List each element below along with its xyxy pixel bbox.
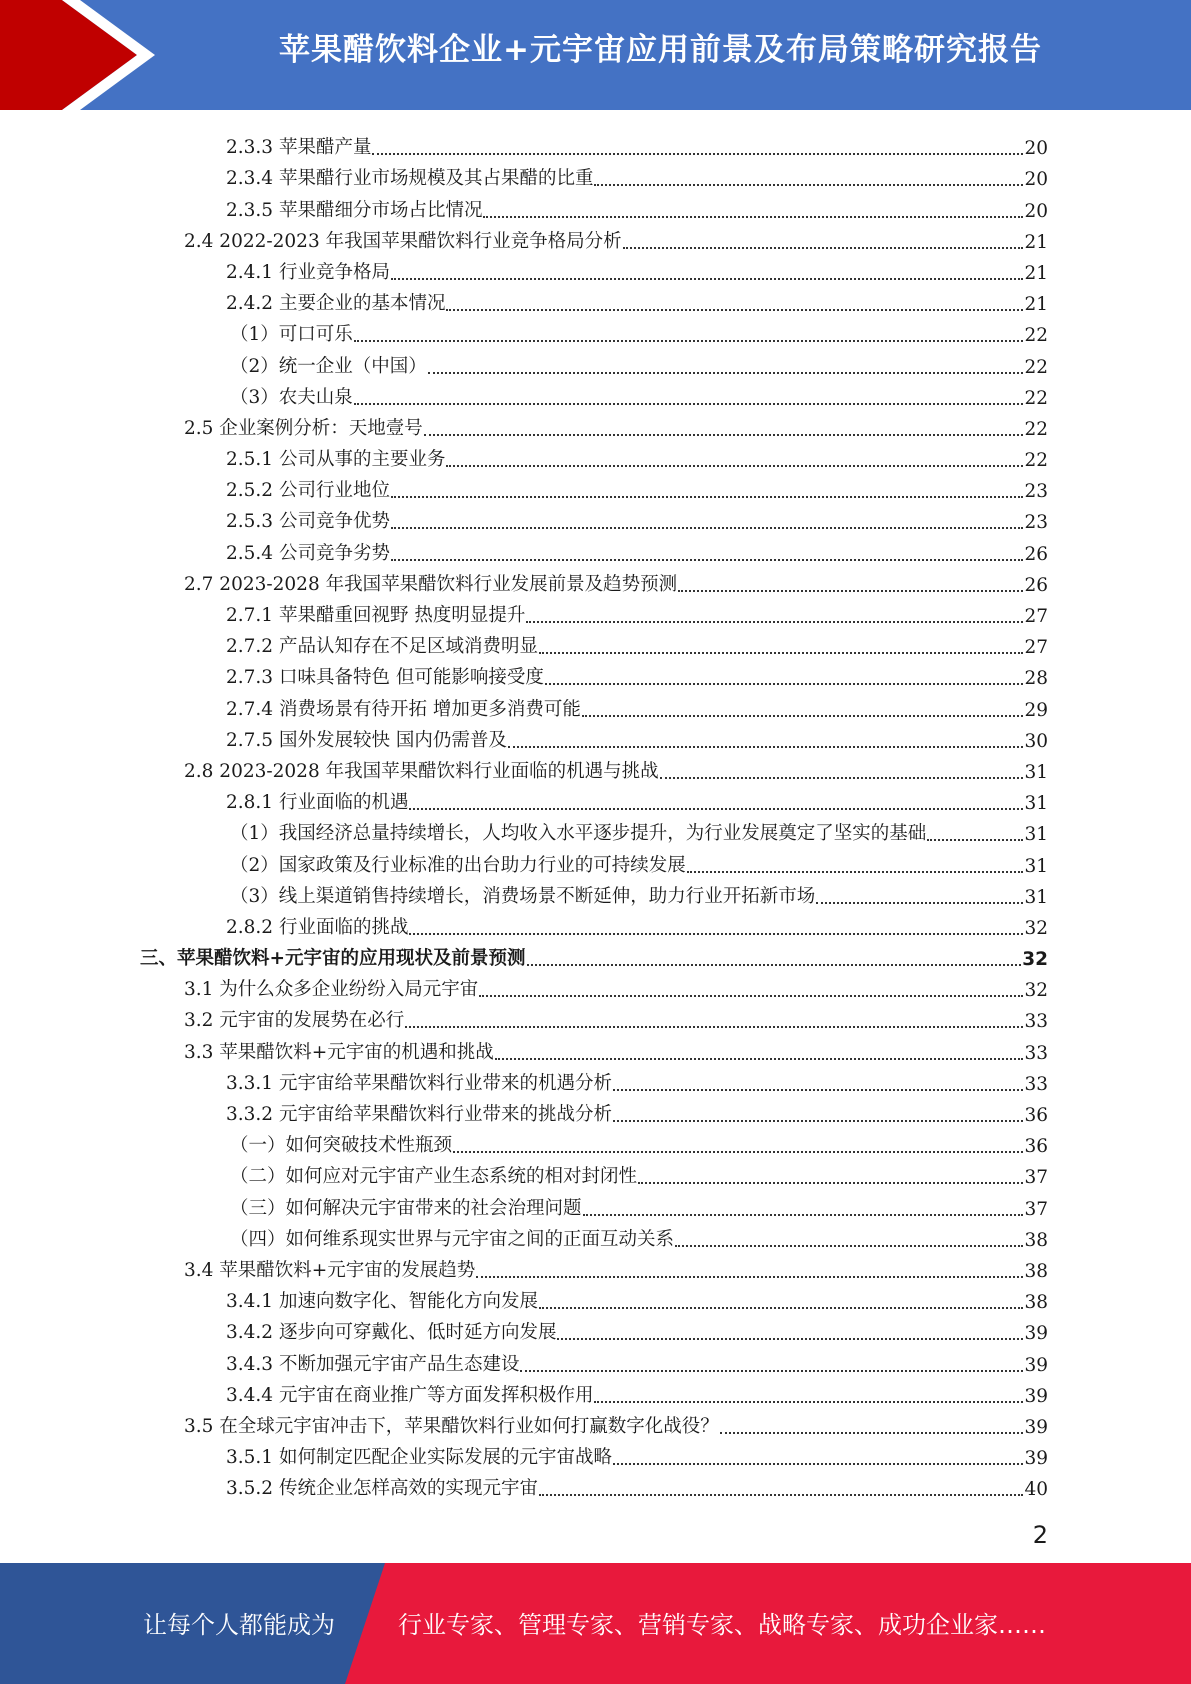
toc-entry[interactable] <box>140 1032 1048 1063</box>
toc-entry[interactable] <box>140 689 1048 720</box>
toc-leader-dots <box>583 1213 1024 1216</box>
toc-entry[interactable] <box>140 1001 1048 1032</box>
toc-entry-label: （3）农夫山泉 <box>230 386 353 408</box>
toc-leader-dots <box>539 1493 1023 1496</box>
toc-entry-label: 2.8.2 行业面临的挑战 <box>226 916 409 938</box>
toc-entry-page: 36 <box>1024 1136 1048 1158</box>
toc-entry[interactable] <box>140 1407 1048 1438</box>
toc-entry[interactable] <box>140 877 1048 908</box>
toc-leader-dots <box>520 1369 1023 1372</box>
toc-entry-page: 38 <box>1024 1229 1048 1251</box>
toc-entry[interactable] <box>140 1438 1048 1469</box>
toc-entry-page: 29 <box>1024 699 1048 721</box>
toc-leader-dots <box>391 526 1023 529</box>
toc-entry-page: 21 <box>1024 294 1048 316</box>
toc-leader-dots <box>479 994 1023 997</box>
toc-entry-label: （1）可口可乐 <box>230 324 353 346</box>
toc-entry-label: 2.3.3 苹果醋产量 <box>226 137 372 159</box>
toc-leader-dots <box>582 714 1024 717</box>
toc-entry-label: （2）国家政策及行业标准的出台助力行业的可持续发展 <box>230 854 686 876</box>
toc-entry-label: （3）线上渠道销售持续增长，消费场景不断延伸，助力行业开拓新市场 <box>230 885 816 907</box>
toc-entry[interactable] <box>140 783 1048 814</box>
toc-entry[interactable] <box>140 1313 1048 1344</box>
toc-entry[interactable] <box>140 1251 1048 1282</box>
toc-entry-page: 33 <box>1024 1011 1048 1033</box>
toc-entry-page: 39 <box>1024 1385 1048 1407</box>
toc-entry-label: （一）如何突破技术性瓶颈 <box>230 1135 453 1157</box>
toc-entry-page: 39 <box>1024 1354 1048 1376</box>
toc-entry[interactable] <box>140 502 1048 533</box>
toc-entry-page: 26 <box>1024 574 1048 596</box>
toc-entry[interactable] <box>140 284 1048 315</box>
toc-entry-page: 33 <box>1024 1073 1048 1095</box>
toc-leader-dots <box>483 215 1023 218</box>
toc-entry-label: （1）我国经济总量持续增长，人均收入水平逐步提升，为行业发展奠定了坚实的基础 <box>230 823 927 845</box>
toc-entry-page: 32 <box>1024 917 1048 939</box>
toc-entry-page: 22 <box>1024 387 1048 409</box>
toc-entry[interactable] <box>140 315 1048 346</box>
toc-entry-label: 2.4.1 行业竞争格局 <box>226 261 390 283</box>
toc-leader-dots <box>409 807 1023 810</box>
toc-entry-label: 2.7 2023-2028 年我国苹果醋饮料行业发展前景及趋势预测 <box>184 573 678 595</box>
toc-entry[interactable] <box>140 752 1048 783</box>
toc-entry-page: 39 <box>1024 1323 1048 1345</box>
toc-entry-page: 31 <box>1024 855 1048 877</box>
toc-entry-page: 22 <box>1024 418 1048 440</box>
toc-entry[interactable] <box>140 908 1048 939</box>
toc-entry[interactable] <box>140 721 1048 752</box>
toc-entry-label: 2.3.5 苹果醋细分市场占比情况 <box>226 199 483 221</box>
toc-leader-dots <box>354 339 1024 342</box>
toc-entry-label: 2.5.3 公司竞争优势 <box>226 511 390 533</box>
toc-entry[interactable] <box>140 471 1048 502</box>
toc-entry-page: 40 <box>1024 1479 1048 1501</box>
toc-leader-dots <box>613 1088 1023 1091</box>
toc-entry-page: 27 <box>1024 637 1048 659</box>
toc-entry-page: 38 <box>1024 1292 1048 1314</box>
toc-entry[interactable] <box>140 939 1048 970</box>
toc-entry-label: 3.4 苹果醋饮料+元宇宙的发展趋势 <box>184 1259 476 1281</box>
toc-entry-page: 31 <box>1024 824 1048 846</box>
table-of-contents <box>140 128 1048 1500</box>
toc-entry-label: 三、苹果醋饮料+元宇宙的应用现状及前景预测 <box>140 948 526 970</box>
toc-entry-label: 2.8.1 行业面临的机遇 <box>226 792 409 814</box>
toc-entry-label: 2.7.2 产品认知存在不足区域消费明显 <box>226 636 538 658</box>
toc-leader-dots <box>391 558 1023 561</box>
toc-entry-page: 20 <box>1024 169 1048 191</box>
toc-entry-page: 23 <box>1024 512 1048 534</box>
toc-entry-label: 2.5.1 公司从事的主要业务 <box>226 449 446 471</box>
toc-leader-dots <box>927 838 1023 841</box>
toc-leader-dots <box>687 870 1024 873</box>
toc-leader-dots <box>675 1244 1023 1247</box>
toc-entry[interactable] <box>140 596 1048 627</box>
toc-leader-dots <box>557 1337 1023 1340</box>
toc-entry-page: 30 <box>1024 730 1048 752</box>
toc-entry-label: （四）如何维系现实世界与元宇宙之间的正面互动关系 <box>230 1228 675 1250</box>
toc-entry[interactable] <box>140 1157 1048 1188</box>
toc-entry-page: 23 <box>1024 481 1048 503</box>
toc-entry-label: 3.3.2 元宇宙给苹果醋饮料行业带来的挑战分析 <box>226 1104 612 1125</box>
toc-entry-label: 2.8 2023-2028 年我国苹果醋饮料行业面临的机遇与挑战 <box>184 760 659 782</box>
footer-slogan-right: 行业专家、管理专家、营销专家、战略专家、成功企业家…… <box>398 1611 1046 1639</box>
toc-entry-label: 2.7.3 口味具备特色 但可能影响接受度 <box>226 667 544 689</box>
toc-entry-label: 3.5.2 传统企业怎样高效的实现元宇宙 <box>226 1478 538 1500</box>
toc-leader-dots <box>526 620 1023 623</box>
toc-entry-page: 39 <box>1024 1416 1048 1438</box>
toc-leader-dots <box>594 1400 1023 1403</box>
toc-entry-page: 31 <box>1024 793 1048 815</box>
toc-entry-label: （二）如何应对元宇宙产业生态系统的相对封闭性 <box>230 1166 638 1188</box>
toc-entry-label: 2.5 企业案例分析：天地壹号 <box>184 417 423 439</box>
toc-leader-dots <box>623 246 1024 249</box>
toc-leader-dots <box>613 1119 1023 1122</box>
toc-entry-label: 3.4.1 加速向数字化、智能化方向发展 <box>226 1291 538 1313</box>
toc-entry-page: 22 <box>1024 325 1048 347</box>
toc-leader-dots <box>545 682 1024 685</box>
toc-entry-label: 2.7.4 消费场景有待开拓 增加更多消费可能 <box>226 698 581 720</box>
toc-leader-dots <box>428 371 1024 374</box>
toc-entry[interactable] <box>140 440 1048 471</box>
toc-entry-label: 3.1 为什么众多企业纷纷入局元宇宙 <box>184 979 479 1001</box>
toc-leader-dots <box>372 152 1023 155</box>
toc-leader-dots <box>720 1431 1024 1434</box>
page-header <box>0 0 1191 110</box>
toc-entry[interactable] <box>140 658 1048 689</box>
toc-entry-label: 2.4.2 主要企业的基本情况 <box>226 293 446 315</box>
toc-leader-dots <box>594 183 1023 186</box>
toc-entry-label: 2.7.5 国外发展较快 国内仍需普及 <box>226 729 507 751</box>
toc-entry-label: 2.7.1 苹果醋重回视野 热度明显提升 <box>226 605 526 626</box>
toc-leader-dots <box>405 1025 1023 1028</box>
toc-leader-dots <box>476 1275 1023 1278</box>
toc-leader-dots <box>527 963 1022 966</box>
toc-leader-dots <box>539 651 1023 654</box>
toc-leader-dots <box>391 277 1023 280</box>
toc-entry-page: 22 <box>1024 450 1048 472</box>
toc-entry-page: 21 <box>1024 231 1048 253</box>
toc-entry[interactable] <box>140 159 1048 190</box>
toc-leader-dots <box>660 776 1024 779</box>
toc-entry-label: 2.5.2 公司行业地位 <box>226 480 390 502</box>
toc-entry-page: 38 <box>1024 1260 1048 1282</box>
toc-leader-dots <box>495 1057 1024 1060</box>
toc-leader-dots <box>409 932 1023 935</box>
toc-entry-page: 33 <box>1024 1042 1048 1064</box>
toc-leader-dots <box>446 464 1023 467</box>
toc-entry-label: 3.4.4 元宇宙在商业推广等方面发挥积极作用 <box>226 1384 594 1406</box>
toc-leader-dots <box>508 745 1024 748</box>
toc-entry-page: 32 <box>1022 949 1048 971</box>
toc-entry-label: 3.4.2 逐步向可穿戴化、低时延方向发展 <box>226 1322 557 1344</box>
toc-entry[interactable] <box>140 346 1048 377</box>
toc-entry[interactable] <box>140 1344 1048 1375</box>
toc-entry-label: 2.4 2022-2023 年我国苹果醋饮料行业竞争格局分析 <box>184 230 622 252</box>
toc-entry[interactable] <box>140 970 1048 1001</box>
toc-entry-page: 21 <box>1024 262 1048 284</box>
toc-entry[interactable] <box>140 1220 1048 1251</box>
toc-entry-page: 27 <box>1024 606 1048 627</box>
toc-entry-page: 31 <box>1024 886 1048 908</box>
toc-entry-page: 32 <box>1024 980 1048 1002</box>
toc-entry-page: 22 <box>1024 356 1048 378</box>
toc-entry-page: 26 <box>1024 543 1048 565</box>
toc-entry[interactable] <box>140 128 1048 159</box>
toc-entry[interactable] <box>140 627 1048 658</box>
footer-slogan-left: 让每个人都能成为 <box>143 1611 335 1639</box>
toc-entry[interactable] <box>140 1095 1048 1126</box>
page-number: 2 <box>1032 1521 1048 1549</box>
toc-leader-dots <box>453 1150 1023 1153</box>
toc-entry[interactable] <box>140 190 1048 221</box>
toc-entry-page: 39 <box>1024 1448 1048 1470</box>
toc-entry[interactable] <box>140 1376 1048 1407</box>
page-footer <box>0 1563 1191 1684</box>
toc-entry-page: 20 <box>1024 200 1048 222</box>
toc-entry-page: 37 <box>1024 1198 1048 1220</box>
toc-entry-label: 3.5.1 如何制定匹配企业实际发展的元宇宙战略 <box>226 1447 612 1469</box>
toc-entry-label: （2）统一企业（中国） <box>230 355 427 377</box>
toc-leader-dots <box>613 1462 1023 1465</box>
toc-entry[interactable] <box>140 814 1048 845</box>
report-title: 苹果醋饮料企业+元宇宙应用前景及布局策略研究报告 <box>279 32 1042 68</box>
toc-entry-page: 20 <box>1024 138 1048 160</box>
toc-entry[interactable] <box>140 533 1048 564</box>
toc-entry[interactable] <box>140 1064 1048 1095</box>
toc-leader-dots <box>678 589 1023 592</box>
toc-entry-label: （三）如何解决元宇宙带来的社会治理问题 <box>230 1197 582 1219</box>
toc-entry[interactable] <box>140 222 1048 253</box>
toc-leader-dots <box>816 901 1023 904</box>
toc-leader-dots <box>391 495 1023 498</box>
toc-entry-page: 36 <box>1024 1105 1048 1126</box>
toc-entry[interactable] <box>140 565 1048 596</box>
toc-leader-dots <box>539 1306 1023 1309</box>
toc-entry[interactable] <box>140 253 1048 284</box>
toc-entry[interactable] <box>140 1188 1048 1219</box>
toc-entry-page: 37 <box>1024 1167 1048 1189</box>
toc-entry-label: 3.3.1 元宇宙给苹果醋饮料行业带来的机遇分析 <box>226 1072 612 1094</box>
toc-entry[interactable] <box>140 378 1048 409</box>
toc-entry-page: 28 <box>1024 668 1048 690</box>
toc-entry-label: 2.5.4 公司竞争劣势 <box>226 542 390 564</box>
toc-entry-label: 3.2 元宇宙的发展势在必行 <box>184 1010 405 1032</box>
toc-entry[interactable] <box>140 845 1048 876</box>
toc-entry[interactable] <box>140 1282 1048 1313</box>
toc-entry[interactable] <box>140 409 1048 440</box>
toc-entry-label: 3.5 在全球元宇宙冲击下，苹果醋饮料行业如何打赢数字化战役？ <box>184 1415 719 1437</box>
toc-entry[interactable] <box>140 1126 1048 1157</box>
toc-leader-dots <box>638 1181 1023 1184</box>
toc-entry[interactable] <box>140 1469 1048 1500</box>
toc-entry-label: 2.3.4 苹果醋行业市场规模及其占果醋的比重 <box>226 168 594 190</box>
toc-entry-page: 31 <box>1024 761 1048 783</box>
toc-leader-dots <box>354 402 1024 405</box>
toc-entry-label: 3.4.3 不断加强元宇宙产品生态建设 <box>226 1353 520 1375</box>
toc-leader-dots <box>446 308 1023 311</box>
toc-leader-dots <box>424 433 1024 436</box>
toc-entry-label: 3.3 苹果醋饮料+元宇宙的机遇和挑战 <box>184 1041 494 1063</box>
